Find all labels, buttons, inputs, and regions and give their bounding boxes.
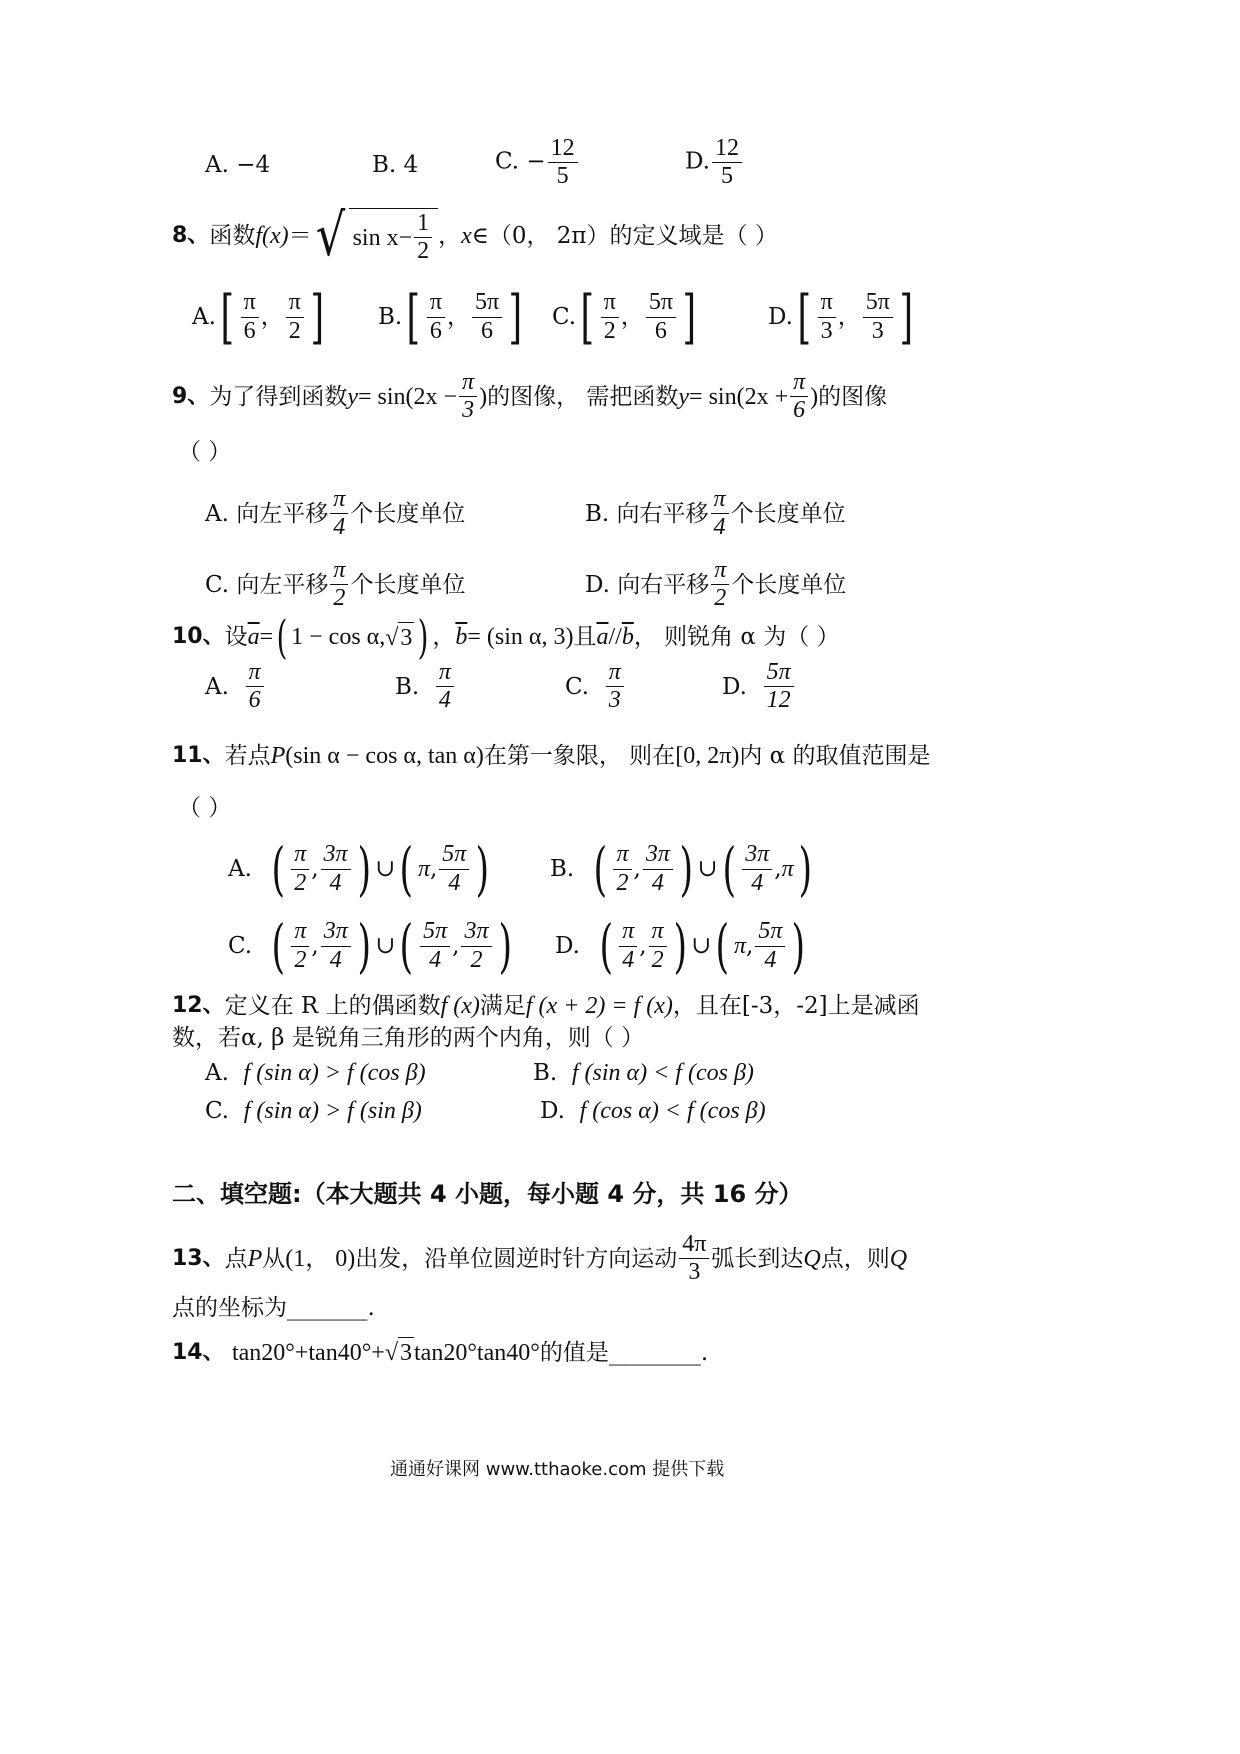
q13-line2: 点的坐标为_______. bbox=[172, 1295, 375, 1321]
q12-c-expr: f (sin α) > f (sin β) bbox=[243, 1098, 422, 1124]
q10-a-inner: 1 − cos α, bbox=[291, 624, 386, 650]
radical-sign-icon: √ bbox=[315, 201, 345, 269]
q8-a-n1: π bbox=[241, 290, 259, 317]
q10-stem: 10、 设 $\overline{a}$ = ( 1 − cos α, √ 3 ) ， $\overline{b}$ = (sin α, 3) 且 $\overline{a}$ // $\overline{b}$ ， 则锐角 α 为（ ） bbox=[172, 610, 840, 664]
q11-number: 11、 bbox=[172, 743, 225, 768]
q8-number: 8、 bbox=[172, 223, 210, 249]
q9-paren: （ ） bbox=[178, 439, 232, 465]
q10-a2: $\overline{a}$ bbox=[596, 624, 609, 650]
q7-option-b: B. 4 bbox=[372, 152, 419, 178]
q10-c-num: π bbox=[606, 660, 624, 687]
q10-c-den: 3 bbox=[608, 687, 621, 714]
q8-d-n1: π bbox=[818, 290, 836, 317]
q11-c-p1-n1: π bbox=[291, 919, 309, 946]
q7-option-a: A. −4 bbox=[205, 152, 271, 178]
q8-text-c: ∈（0， 2π）的定义域是（ ） bbox=[471, 223, 778, 250]
q9-c-den: 2 bbox=[333, 585, 346, 612]
q11-stem: 11、 若点 P ( sin α − cos α, tan α ) 在第一象限， 则在 [ 0, 2π ) 内 α 的取值范围是 bbox=[172, 743, 931, 769]
q12-option-d bbox=[540, 1096, 766, 1126]
q10-bvec: $\overline{b}$ bbox=[455, 624, 468, 650]
q13-text-d: 弧长到达 bbox=[711, 1245, 804, 1272]
q12-option-c bbox=[205, 1096, 422, 1126]
q8-b-label: B. bbox=[378, 304, 403, 330]
q10-option-c bbox=[565, 660, 626, 713]
q11-option-c: C. ( $\frac{\pi}{2}$ , $\frac{3\pi}{4}$ ) ∪ ( $\frac{5\pi}{4}$ , $\frac{3\pi}{2}$ ) bbox=[228, 912, 512, 980]
q13-text-c: 出发，沿单位圆逆时针方向运动 bbox=[355, 1245, 678, 1272]
q14-number: 14、 bbox=[172, 1339, 225, 1365]
q12-line1-b: 满足 bbox=[479, 993, 526, 1019]
q9-b-num: π bbox=[711, 487, 729, 514]
q9-option-a bbox=[205, 487, 465, 540]
q8-a-n2: π bbox=[286, 290, 304, 317]
q9-f2-num: π bbox=[790, 370, 808, 397]
q9-text-c: 的图像 bbox=[818, 383, 888, 410]
q11-d-p2-d2: 4 bbox=[764, 946, 777, 973]
q13-frac-num: 4π bbox=[679, 1232, 709, 1259]
q8-stem bbox=[172, 201, 778, 269]
q10-option-d bbox=[722, 660, 796, 713]
q13-text-e: 点，则 bbox=[820, 1245, 890, 1272]
q11-b-p1-n2: 3π bbox=[643, 842, 673, 869]
q11-a-p1-d2: 4 bbox=[329, 869, 342, 896]
q9-text-b: 的图像， 需把函数 bbox=[487, 383, 679, 410]
q8-option-a: A. [ $\frac{\pi}{6}$ ， $\frac{\pi}{2}$ ] bbox=[192, 283, 324, 351]
q12-a-expr: f (sin α) > f (cos β) bbox=[243, 1060, 426, 1086]
q14-sqrt: 3 bbox=[398, 1337, 414, 1368]
q10-text-a: 设 bbox=[224, 624, 248, 650]
q11-text-c: 内 α 的取值范围是 bbox=[739, 743, 931, 769]
q9-stem bbox=[172, 370, 887, 423]
q9-b-suffix: 个长度单位 bbox=[730, 500, 846, 527]
q11-c-label: C. bbox=[228, 933, 253, 959]
q11-c-p1-n2: 3π bbox=[321, 919, 351, 946]
q9-a-suffix: 个长度单位 bbox=[350, 500, 466, 527]
q11-c-p2-n2: 3π bbox=[461, 919, 491, 946]
q8-c-n2: 5π bbox=[646, 290, 676, 317]
q8-d-d2: 3 bbox=[871, 317, 884, 344]
union-icon: ∪ bbox=[375, 856, 396, 882]
q8-option-b: B. [ $\frac{\pi}{6}$ ， $\frac{5\pi}{6}$ ] bbox=[378, 283, 523, 351]
q9-d-label: D. 向右平移 bbox=[585, 571, 710, 598]
q11-b-p1-n1: π bbox=[613, 842, 631, 869]
q12-c-label: C. bbox=[205, 1098, 230, 1124]
q9-f1-close: ) bbox=[479, 383, 488, 410]
q10-text-b: ， bbox=[432, 624, 456, 650]
q8-d-label: D. bbox=[768, 304, 793, 330]
footer-text: 通通好课网 www.tthaoke.com 提供下载 bbox=[390, 1459, 725, 1480]
q8-b-n1: π bbox=[427, 290, 445, 317]
q11-b-p2-pi: π bbox=[781, 856, 794, 882]
q10-option-a bbox=[205, 660, 266, 713]
q8-radicand: sin x− bbox=[352, 224, 413, 251]
q7-c-prefix: C. − bbox=[495, 148, 546, 175]
q8-sqrt bbox=[312, 201, 439, 269]
q11-a-label: A. bbox=[228, 856, 252, 882]
q7-c-den: 5 bbox=[556, 163, 569, 190]
q13-text-b: 从 bbox=[262, 1245, 286, 1272]
q12-a-label: A. bbox=[205, 1060, 229, 1086]
q9-b-label: B. 向右平移 bbox=[585, 500, 709, 527]
q11-c-p2-d2: 2 bbox=[470, 946, 483, 973]
q11-b-p2-d1: 4 bbox=[751, 869, 764, 896]
q12-fx: f (x) bbox=[440, 993, 480, 1019]
q9-f2: = sin(2x + bbox=[689, 383, 789, 410]
q8-text-b: ， bbox=[438, 223, 462, 250]
q11-option-b: B. ( $\frac{\pi}{2}$ , $\frac{3\pi}{4}$ ) ∪ ( $\frac{3\pi}{4}$ , π ) bbox=[550, 835, 812, 903]
q9-c-suffix: 个长度单位 bbox=[350, 571, 466, 598]
q9-a-den: 4 bbox=[333, 514, 346, 541]
q11-option-d: D. ( $\frac{\pi}{4}$ , $\frac{\pi}{2}$ ) ∪ ( π , $\frac{5\pi}{4}$ ) bbox=[555, 912, 806, 980]
q11-d-p1-n2: π bbox=[649, 919, 667, 946]
q9-option-b bbox=[585, 487, 846, 540]
q11-d-p2-pi: π bbox=[733, 933, 746, 959]
q10-parallel: // bbox=[608, 624, 622, 650]
q12-line2: 数，若α, β 是锐角三角形的两个内角，则（ ） bbox=[172, 1025, 645, 1051]
sqrt-icon: √ bbox=[385, 624, 399, 651]
q11-a-p1-d1: 2 bbox=[294, 869, 307, 896]
q8-frac-den: 2 bbox=[417, 238, 430, 265]
q13-q2: Q bbox=[889, 1245, 908, 1272]
q11-c-p1-d2: 4 bbox=[329, 946, 342, 973]
q8-b-d2: 6 bbox=[481, 317, 494, 344]
q8-b-d1: 6 bbox=[429, 317, 442, 344]
q10-d-num: 5π bbox=[764, 660, 794, 687]
q10-b-num: π bbox=[436, 660, 454, 687]
q11-a-p2-pi: π bbox=[417, 856, 430, 882]
q9-f2-den: 6 bbox=[793, 397, 806, 424]
q8-c-d1: 2 bbox=[603, 317, 616, 344]
q9-y1: y bbox=[347, 383, 358, 410]
q11-b-label: B. bbox=[550, 856, 575, 882]
q8-option-d: D. [ $\frac{\pi}{3}$ ， $\frac{5\pi}{3}$ ] bbox=[768, 283, 913, 351]
q7-d-prefix: D. bbox=[685, 148, 710, 175]
q10-c-label: C. bbox=[565, 673, 590, 700]
q14-stem bbox=[172, 1337, 708, 1368]
q7-option-c bbox=[495, 136, 580, 189]
q12-number: 12、 bbox=[172, 993, 225, 1018]
sqrt-icon: √ bbox=[384, 1340, 399, 1366]
q11-a-p1-n2: 3π bbox=[321, 842, 351, 869]
q8-fx: f(x) bbox=[255, 223, 289, 250]
union-icon: ∪ bbox=[375, 933, 396, 959]
q11-a-p2-n2: 5π bbox=[439, 842, 469, 869]
q10-a-label: A. bbox=[205, 673, 229, 700]
q11-a-p2-d2: 4 bbox=[448, 869, 461, 896]
q8-frac-num: 1 bbox=[414, 211, 432, 238]
q9-c-num: π bbox=[330, 558, 348, 585]
q13-number: 13、 bbox=[172, 1245, 225, 1271]
q8-option-c: C. [ $\frac{\pi}{2}$ ， $\frac{5\pi}{6}$ ] bbox=[552, 283, 697, 351]
q12-d-label: D. bbox=[540, 1098, 565, 1124]
q9-a-label: A. 向左平移 bbox=[205, 500, 329, 527]
q10-b-label: B. bbox=[395, 673, 420, 700]
q9-option-d bbox=[585, 558, 846, 611]
q13-point: (1， 0) bbox=[285, 1245, 356, 1272]
q9-text-a: 为了得到函数 bbox=[209, 383, 348, 410]
q12-d-expr: f (cos α) < f (cos β) bbox=[579, 1098, 766, 1124]
q12-option-b bbox=[533, 1058, 754, 1088]
q8-a-d1: 6 bbox=[243, 317, 256, 344]
q12-line1-c: ，且在[-3，-2]上是减函 bbox=[672, 993, 920, 1019]
q11-c-p1-d1: 2 bbox=[294, 946, 307, 973]
q8-a-label: A. bbox=[192, 304, 216, 330]
q7-option-d bbox=[685, 136, 744, 189]
q13-frac-den: 3 bbox=[688, 1259, 701, 1286]
q9-a-num: π bbox=[330, 487, 348, 514]
q11-d-p2-n2: 5π bbox=[755, 919, 785, 946]
q11-paren: （ ） bbox=[178, 795, 232, 821]
q8-d-d1: 3 bbox=[820, 317, 833, 344]
q10-a-den: 6 bbox=[248, 687, 261, 714]
q14-expr-b: tan20°tan40° bbox=[414, 1339, 540, 1366]
q12-line1 bbox=[172, 991, 920, 1021]
q11-d-p1-d2: 2 bbox=[651, 946, 664, 973]
q9-f1-num: π bbox=[459, 370, 477, 397]
q8-c-d2: 6 bbox=[654, 317, 667, 344]
q10-b2: $\overline{b}$ bbox=[621, 624, 634, 650]
q8-c-n1: π bbox=[601, 290, 619, 317]
union-icon: ∪ bbox=[691, 933, 712, 959]
q9-f1: = sin(2x − bbox=[357, 383, 458, 410]
q11-d-p1-d1: 4 bbox=[622, 946, 635, 973]
q11-d-label: D. bbox=[555, 933, 580, 959]
q12-relation: f (x + 2) = f (x) bbox=[525, 993, 673, 1019]
q10-b-den: 4 bbox=[438, 687, 451, 714]
q13-text-a: 点 bbox=[224, 1245, 248, 1272]
q9-b-den: 4 bbox=[713, 514, 726, 541]
q11-b-p2-n1: 3π bbox=[742, 842, 772, 869]
q9-c-label: C. 向左平移 bbox=[205, 571, 329, 598]
q10-text-c: 且 bbox=[573, 624, 597, 650]
q9-f1-den: 3 bbox=[462, 397, 475, 424]
q12-b-expr: f (sin α) < f (cos β) bbox=[571, 1060, 754, 1086]
q10-avec: $\overline{a}$ bbox=[247, 624, 260, 650]
q11-b-p1-d1: 2 bbox=[616, 869, 629, 896]
q11-c-p2-d1: 4 bbox=[429, 946, 442, 973]
q13-stem bbox=[172, 1232, 907, 1285]
q9-d-den: 2 bbox=[714, 585, 727, 612]
q8-b-n2: 5π bbox=[472, 290, 502, 317]
q11-a-p1-n1: π bbox=[291, 842, 309, 869]
q10-d-den: 12 bbox=[766, 687, 791, 714]
q9-option-c bbox=[205, 558, 465, 611]
q9-f2-close: ) bbox=[810, 383, 819, 410]
q12-option-a bbox=[205, 1058, 426, 1088]
q9-d-suffix: 个长度单位 bbox=[731, 571, 847, 598]
union-icon: ∪ bbox=[697, 856, 718, 882]
q10-a-sqrt: 3 bbox=[398, 622, 414, 653]
q10-a-num: π bbox=[246, 660, 264, 687]
q7-c-num: 12 bbox=[548, 136, 578, 163]
q10-d-label: D. bbox=[722, 673, 747, 700]
q13-p: P bbox=[247, 1245, 263, 1272]
q10-option-b bbox=[395, 660, 456, 713]
q11-coord: sin α − cos α, tan α bbox=[293, 743, 476, 769]
q12-line1-a: 定义在 R 上的偶函数 bbox=[224, 993, 441, 1019]
q11-option-a: A. ( $\frac{\pi}{2}$ , $\frac{3\pi}{4}$ ) ∪ ( π , $\frac{5\pi}{4}$ ) bbox=[228, 835, 490, 903]
q10-eq-b: = (sin α, 3) bbox=[467, 624, 574, 650]
q9-d-num: π bbox=[711, 558, 729, 585]
q8-text-a: 函数 bbox=[209, 223, 256, 250]
q11-interval: 0, 2π bbox=[683, 743, 732, 769]
q11-b-p1-d2: 4 bbox=[651, 869, 664, 896]
q14-text: 的值是________. bbox=[539, 1339, 709, 1366]
q12-b-label: B. bbox=[533, 1060, 558, 1086]
q10-text-d: ， 则锐角 α 为（ ） bbox=[633, 624, 840, 650]
q11-p: P bbox=[270, 743, 286, 769]
q11-text-b: 在第一象限， 则在 bbox=[483, 743, 676, 769]
q13-q: Q bbox=[803, 1245, 821, 1272]
q10-number: 10、 bbox=[172, 624, 225, 649]
q8-d-n2: 5π bbox=[863, 290, 893, 317]
q11-text-a: 若点 bbox=[224, 743, 271, 769]
q8-a-d2: 2 bbox=[288, 317, 301, 344]
q9-number: 9、 bbox=[172, 383, 210, 409]
q14-expr-a: tan20°+tan40°+ bbox=[231, 1339, 385, 1366]
section-heading: 二、填空题:（本大题共 4 小题，每小题 4 分，共 16 分） bbox=[172, 1180, 803, 1208]
q8-eq: ＝ bbox=[288, 223, 312, 250]
q8-x: x bbox=[461, 223, 472, 250]
q8-c-label: C. bbox=[552, 304, 577, 330]
q11-c-p2-n1: 5π bbox=[420, 919, 450, 946]
q9-y2: y bbox=[678, 383, 690, 410]
q7-d-den: 5 bbox=[720, 163, 733, 190]
q11-d-p1-n1: π bbox=[619, 919, 637, 946]
q7-d-num: 12 bbox=[712, 136, 742, 163]
q10-eq-a: = bbox=[259, 624, 274, 650]
